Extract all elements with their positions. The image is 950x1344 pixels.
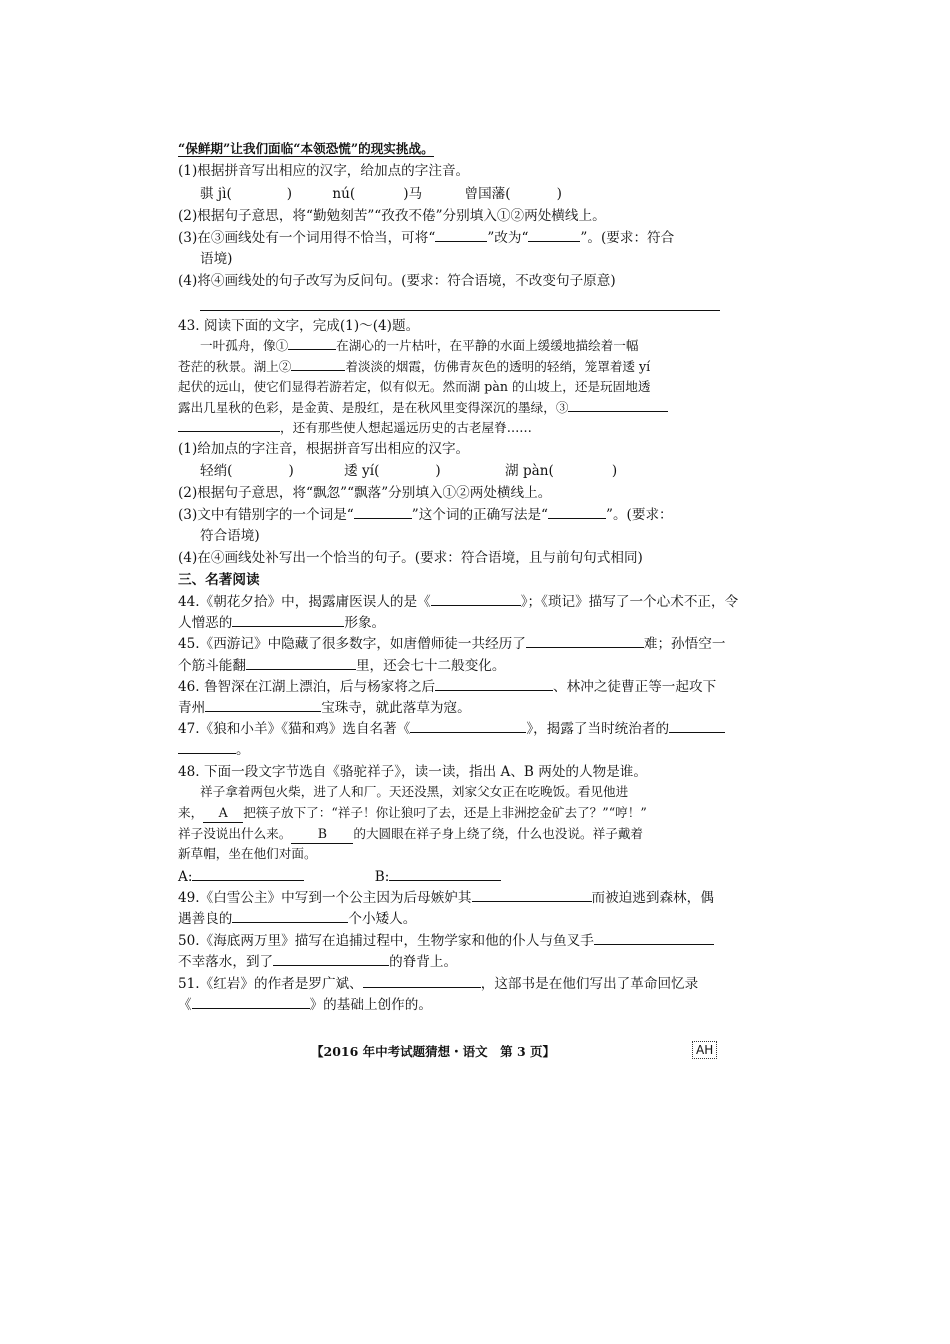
answer-blank[interactable] <box>232 614 344 627</box>
passage-line: 祥子没说出什么来。 B 的大圆眼在祥子身上绕了绕，什么也没说。祥子戴着 <box>178 825 643 845</box>
answer-blank[interactable] <box>594 932 714 945</box>
text-line: 人憎恶的 形象。 <box>178 615 386 631</box>
answer-blank[interactable] <box>389 868 501 881</box>
answer-blank[interactable] <box>435 229 487 242</box>
text-line: “保鲜期”让我们面临“本领恐慌”的现实挑战。 <box>178 141 434 156</box>
question-47: 47.《狼和小羊》《猫和鸡》选自名著《 》，揭露了当时统治者的 <box>178 720 725 740</box>
text-line: 符合语境) <box>200 528 260 544</box>
text-line: 。 <box>178 741 250 761</box>
question-43: 43. 阅读下面的文字，完成(1)～(4)题。 <box>178 318 420 334</box>
text-line: 青州 宝珠寺，就此落草为寇。 <box>178 700 471 716</box>
answer-blank[interactable] <box>178 741 236 754</box>
passage-line: 露出几星秋的色彩，是金黄、是殷红，是在秋风里变得深沉的墨绿，③ <box>178 399 668 419</box>
text-line: 语境) <box>200 251 233 267</box>
answer-blank[interactable] <box>669 720 725 733</box>
answer-blank[interactable] <box>435 678 553 691</box>
answer-blank[interactable] <box>178 419 280 432</box>
answer-blank[interactable] <box>363 975 481 988</box>
passage-line: 一叶孤舟，像① 在湖心的一片枯叶，在平静的水面上缓缓地描绘着一幅 <box>200 338 639 353</box>
answer-line[interactable] <box>200 310 720 311</box>
passage-line: 起伏的远山，使它们显得若游若定，似有似无。然而湖 pàn 的山坡上，还是玩固地透 <box>178 379 651 394</box>
answer-blank[interactable] <box>192 868 304 881</box>
answer-row: A: B: <box>178 868 501 888</box>
section-heading: 三、名著阅读 <box>178 572 260 588</box>
answer-blank[interactable] <box>246 657 356 670</box>
question-50: 50.《海底两万里》描写在追捕过程中，生物学家和他的仆人与鱼叉手 <box>178 932 714 952</box>
question-43-2: (2)根据句子意思，将“飘忽”“飘落”分别填入①②两处横线上。 <box>178 485 552 501</box>
answer-blank[interactable] <box>273 953 389 966</box>
pinyin-row: 骐 jì( ) nú( )马 曾国藩( ) <box>200 186 562 202</box>
passage-line: 苍茫的秋景。湖上② 着淡淡的烟霞，仿佛青灰色的透明的轻绡，笼罩着逶 yí <box>178 359 651 374</box>
question-42-4: (4)将④画线处的句子改写为反问句。(要求：符合语境，不改变句子原意) <box>178 273 616 289</box>
question-48: 48. 下面一段文字节选自《骆驼祥子》，读一读，指出 A、B 两处的人物是谁。 <box>178 764 647 780</box>
question-43-3: (3)文中有错别字的一个词是“ ”这个词的正确写法是“ ”。(要求： <box>178 507 673 523</box>
question-42-1: (1)根据拼音写出相应的汉字，给加点的字注音。 <box>178 163 470 179</box>
answer-blank[interactable] <box>526 635 644 648</box>
question-45: 45.《西游记》中隐藏了很多数字，如唐僧师徒一共经历了 难；孙悟空一 <box>178 636 726 652</box>
text-line: 不幸落水，到了 的脊背上。 <box>178 954 458 970</box>
passage-line: 来， A 把筷子放下了：“祥子！你让狼叼了去，还是上非洲挖金矿去了？”“哼！” <box>178 804 647 824</box>
answer-blank[interactable] <box>410 720 526 733</box>
question-43-1: (1)给加点的字注音，根据拼音写出相应的汉字。 <box>178 441 470 457</box>
answer-blank[interactable] <box>288 337 336 350</box>
pinyin-row: 轻绡( ) 逶 yí( ) 湖 pàn( ) <box>200 463 618 479</box>
question-44: 44.《朝花夕拾》中，揭露庸医误人的是《 》；《琐记》描写了一个心术不正，令 <box>178 594 739 610</box>
answer-blank[interactable] <box>192 996 310 1009</box>
answer-blank[interactable] <box>472 889 592 902</box>
answer-blank[interactable] <box>232 910 348 923</box>
question-46: 46. 鲁智深在江湖上漂泊，后与杨家将之后 、林冲之徒曹正等一起攻下 <box>178 679 717 695</box>
passage-line: 新草帽，坐在他们对面。 <box>178 846 317 861</box>
answer-blank[interactable] <box>205 699 321 712</box>
passage-line: ，还有那些使人想起遥远历史的古老屋脊…… <box>178 419 532 439</box>
footer-text: 【2016 年中考试题猜想・语文 第 3 页】 <box>311 1044 556 1059</box>
region-badge: AH <box>692 1041 717 1059</box>
answer-blank[interactable] <box>291 358 345 371</box>
answer-blank[interactable] <box>354 506 412 519</box>
question-42-2: (2)根据句子意思，将“勤勉刻苦”“孜孜不倦”分别填入①②两处横线上。 <box>178 208 606 224</box>
question-49: 49.《白雪公主》中写到一个公主因为后母嫉妒其 而被迫逃到森林，偶 <box>178 890 714 906</box>
answer-blank[interactable] <box>528 229 580 242</box>
text-line: 《 》的基础上创作的。 <box>178 997 432 1013</box>
question-42-3: (3)在③画线处有一个词用得不恰当，可将“ ”改为“ ”。(要求：符合 <box>178 230 675 246</box>
answer-blank[interactable] <box>431 593 521 606</box>
question-43-4: (4)在④画线处补写出一个恰当的句子。(要求：符合语境，且与前句句式相同) <box>178 550 643 566</box>
text-line: 个筋斗能翻 里，还会七十二般变化。 <box>178 658 506 674</box>
answer-blank[interactable] <box>548 506 606 519</box>
answer-blank[interactable] <box>568 399 668 412</box>
question-51: 51.《红岩》的作者是罗广斌、 ，这部书是在他们写出了革命回忆录 <box>178 976 699 992</box>
passage-line: 祥子拿着两包火柴，进了人和厂。天还没黑，刘家父女正在吃晚饭。看见他进 <box>200 784 629 799</box>
text-line: 遇善良的 个小矮人。 <box>178 911 417 927</box>
